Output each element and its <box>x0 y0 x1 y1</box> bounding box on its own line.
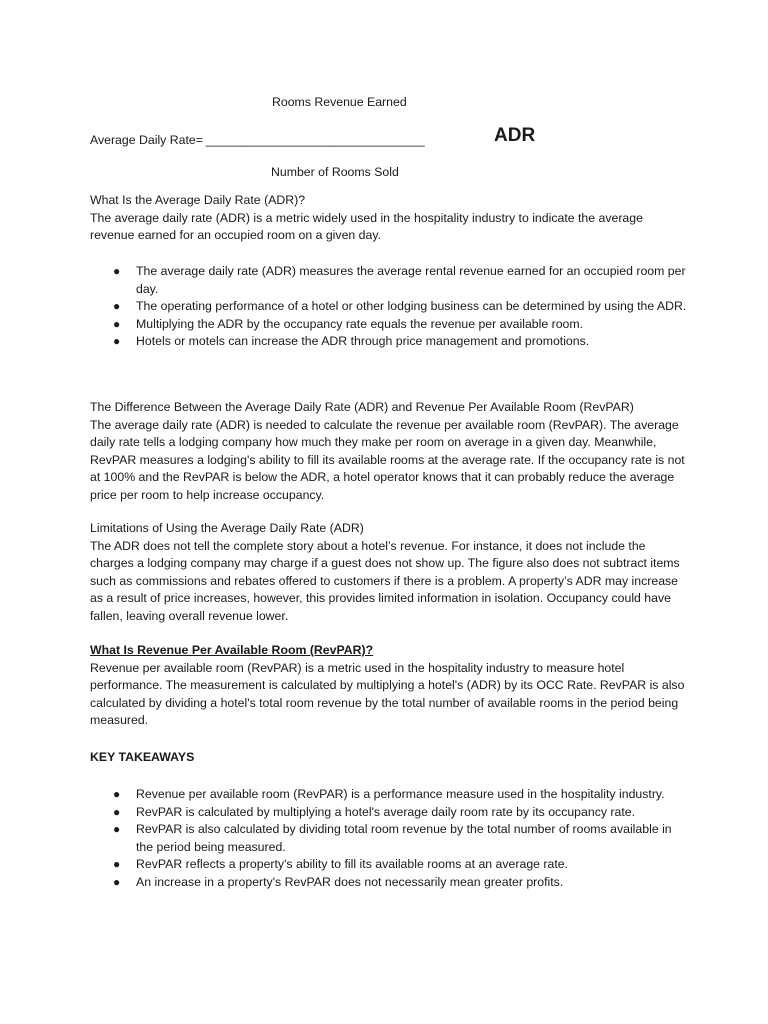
bullet-icon: ● <box>113 822 121 837</box>
section-adr-title: What Is the Average Daily Rate (ADR)? <box>90 193 306 207</box>
bullet-icon: ● <box>113 787 121 801</box>
bullet-icon: ● <box>113 334 121 349</box>
section-revpar <box>90 642 690 730</box>
bullet-icon: ● <box>113 299 121 314</box>
section-limitations-title: Limitations of Using the Average Daily Rate (ADR) <box>90 521 364 535</box>
formula-lhs-label: Average Daily Rate= <box>90 133 203 147</box>
section-difference <box>90 399 690 505</box>
bullet-icon: ● <box>113 874 121 889</box>
key-takeaways-title: KEY TAKEAWAYS <box>90 750 195 764</box>
list-item: ● The operating performance of a hotel or other lodging business can be determined by using the ADR. <box>90 298 690 316</box>
fraction-line: ________________________________ <box>205 133 425 147</box>
adr-bullet-list <box>90 263 690 351</box>
section-limitations <box>90 520 690 626</box>
list-item: ● RevPAR is also calculated by dividing total room revenue by the total number of rooms available in the period being measured. <box>113 822 672 854</box>
section-difference-title: The Difference Between the Average Daily Rate (ADR) and Revenue Per Available Room (RevPAR) <box>90 400 634 414</box>
bullet-icon: ● <box>113 316 121 331</box>
section-limitations-body: The ADR does not tell the complete story about a hotel’s revenue. For instance, it does not include the charges a lodging company may charge if a guest does not show up. The figure also does not subtract items such as commissions and rebates offered to customers if there is a problem. A property’s ADR may increase as a result of price increases, however, this provides limited information in isolation. Occupancy could have fallen, leaving overall revenue lower. <box>90 538 680 623</box>
formula-denominator: Number of Rooms Sold <box>271 165 399 179</box>
list-item: ● RevPAR reflects a property's ability to fill its available rooms at an average rate. <box>90 856 690 874</box>
formula-lhs <box>90 132 425 150</box>
takeaways-bullet-list <box>90 786 690 892</box>
list-item: ● The average daily rate (ADR) measures the average rental revenue earned for an occupied room per day. <box>113 264 686 296</box>
list-item: ● Revenue per available room (RevPAR) is a performance measure used in the hospitality industry. <box>90 786 690 804</box>
list-item: ● An increase in a property's RevPAR does not necessarily mean greater profits. <box>90 874 690 892</box>
section-revpar-title: What Is Revenue Per Available Room (RevPAR)? <box>90 643 374 657</box>
section-adr <box>90 192 690 245</box>
bullet-icon: ● <box>113 264 121 278</box>
section-adr-body: The average daily rate (ADR) is a metric widely used in the hospitality industry to indicate the average revenue earned for an occupied room on a given day. <box>90 210 643 243</box>
list-item: ● RevPAR is calculated by multiplying a hotel's average daily room rate by its occupancy rate. <box>90 804 690 822</box>
formula-numerator: Rooms Revenue Earned <box>272 95 407 109</box>
section-difference-body: The average daily rate (ADR) is needed to calculate the revenue per available room (RevPAR). The average daily rate tells a lodging company how much they make per room on average in a given day. Meanwhile, RevPAR measures a lodging's ability to fill its available rooms at the average rate. If the occupancy rate is not at 100% and the RevPAR is below the ADR, a hotel operator knows that it can probably reduce the average price per room to help increase occupancy. <box>90 417 685 502</box>
section-revpar-body: Revenue per available room (RevPAR) is a metric used in the hospitality industry to measure hotel performance. The measurement is calculated by multiplying a hotel's (ADR) by its OCC Rate. RevPAR is also calculated by dividing a hotel's total room revenue by the total number of available rooms in the period being measured. <box>90 660 685 728</box>
bullet-icon: ● <box>113 804 121 819</box>
adr-label: ADR <box>494 125 536 146</box>
list-item: ● Multiplying the ADR by the occupancy rate equals the revenue per available room. <box>90 316 690 334</box>
bullet-icon: ● <box>113 857 121 872</box>
list-item: ● Hotels or motels can increase the ADR through price management and promotions. <box>90 333 690 351</box>
